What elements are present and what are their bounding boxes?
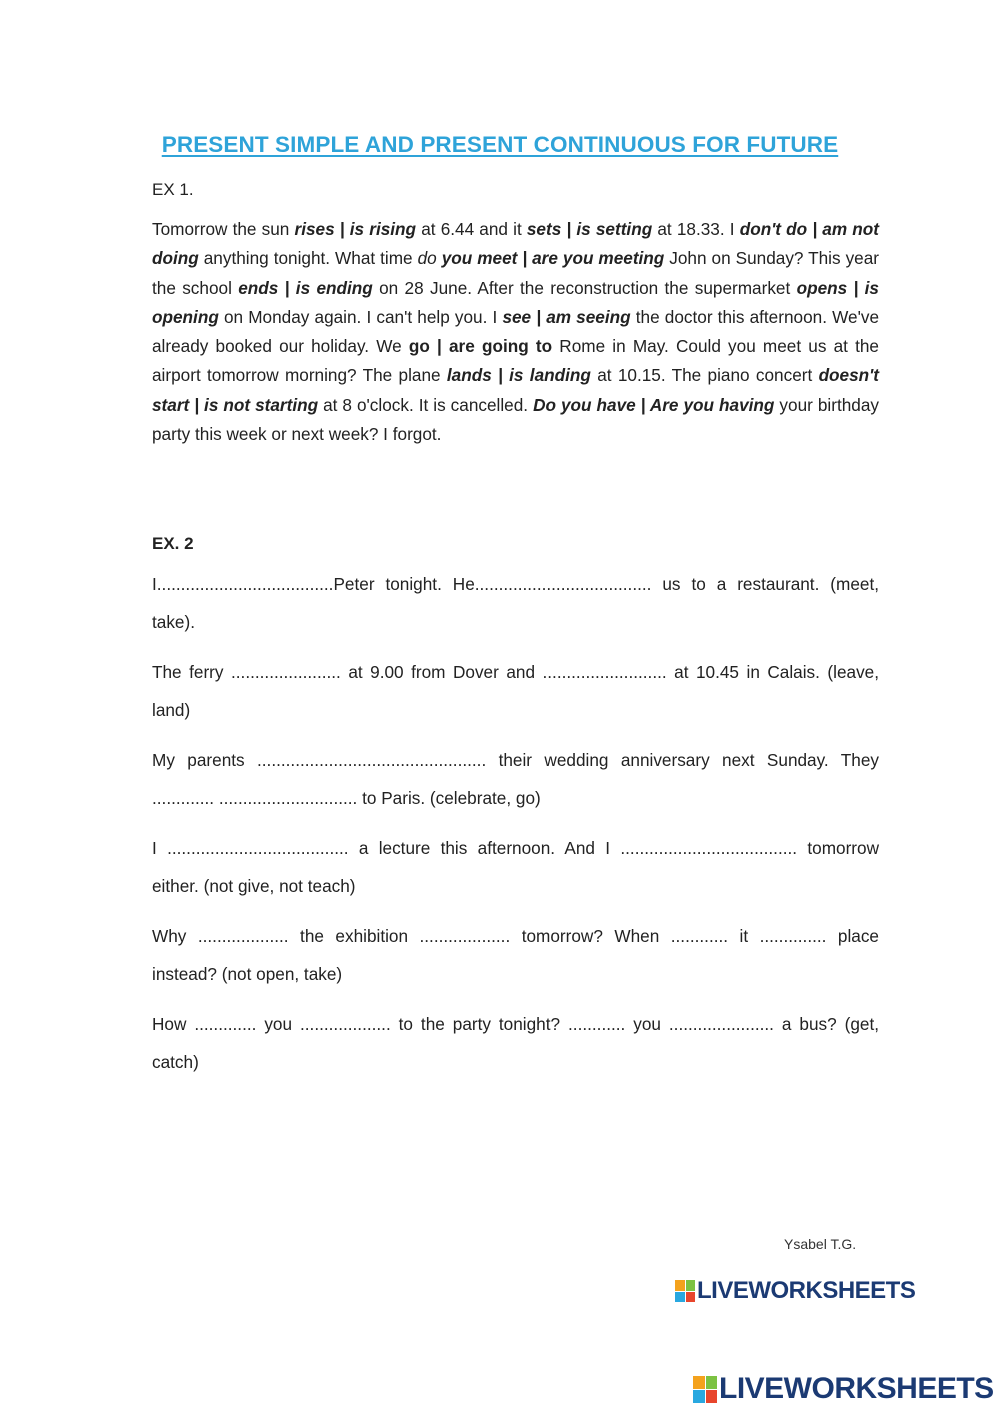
verb-choice: ends | is ending (238, 277, 373, 298)
paragraph-text: Rome in May. Could you meet us at the airport tomorrow morning? The plane (152, 336, 879, 386)
liveworksheets-blocks-icon (675, 1280, 695, 1302)
liveworksheets-footer-logo (693, 1372, 994, 1406)
brand-name: LIVEWORKSHEETS (697, 1277, 916, 1304)
exercise-2-item: My parents ................................................ their wedding anniversary next Sunday. They ............. ............................. to Paris. (celebrate, go) (152, 750, 879, 808)
verb-choice: sets | is setting (526, 219, 653, 239)
paragraph-text: at 18.33. I (652, 219, 740, 239)
verb-choice: see | am seeing (502, 306, 631, 327)
author-signature: Ysabel T.G. (784, 1236, 857, 1252)
verb-choice: opens | is opening (152, 277, 879, 327)
paragraph-text: the doctor this afternoon. We've already booked our holiday. We (152, 306, 880, 357)
verb-choice: Do you have | Are you having (533, 394, 775, 415)
exercise-1-paragraph (152, 215, 879, 449)
paragraph-text: anything tonight. What time (198, 248, 418, 269)
paragraph-text: your birthday party this week or next week? I forgot. (152, 394, 879, 445)
paragraph-text: at 8 o'clock. It is cancelled. (318, 394, 534, 415)
liveworksheets-logo (675, 1277, 915, 1305)
paragraph-text: John on Sunday? This year the school (152, 248, 880, 298)
verb-choice: doesn't start | is not starting (152, 365, 879, 415)
liveworksheets-blocks-icon (693, 1376, 717, 1403)
exercise-2-label: EX. 2 (152, 534, 194, 553)
verb-choice: rises | is rising (294, 219, 417, 239)
exercise-2-item: Why ................... the exhibition ................... tomorrow? When ............ it .............. place instead? (not open, take) (152, 926, 879, 984)
paragraph-text: Tomorrow the sun (152, 219, 295, 239)
brand-name: LIVEWORKSHEETS (719, 1372, 994, 1405)
exercise-2-item: How ............. you ................... to the party tonight? ............ you ...................... a bus? (get, catch) (152, 1014, 879, 1072)
paragraph-text: on 28 June. After the reconstruction the supermarket (372, 277, 797, 298)
verb-choice: lands | is landing (446, 365, 591, 386)
exercise-1-label: EX 1. (152, 180, 194, 199)
verb-choice: you meet | are you meeting (441, 248, 665, 269)
verb-choice: go | are going to (408, 336, 553, 357)
page-title: PRESENT SIMPLE AND PRESENT CONTINUOUS FOR FUTURE (161, 132, 839, 157)
paragraph-text: at 10.15. The piano concert (590, 365, 819, 386)
verb-choice: don't do | am not doing (152, 219, 879, 269)
exercise-2-item: The ferry ....................... at 9.00 from Dover and .......................... at 10.45 in Calais. (leave, land) (152, 662, 879, 720)
verb-choice: do (417, 248, 437, 269)
paragraph-text: on Monday again. I can't help you. I (218, 306, 503, 327)
exercise-2-item: I ...................................... a lecture this afternoon. And I ..................................... tomorrow either. (not give, not teach) (152, 838, 879, 896)
paragraph-text: at 6.44 and it (416, 219, 527, 239)
exercise-2-item: I.....................................Peter tonight. He..................................... us to a restaurant. (meet, take). (152, 574, 879, 632)
